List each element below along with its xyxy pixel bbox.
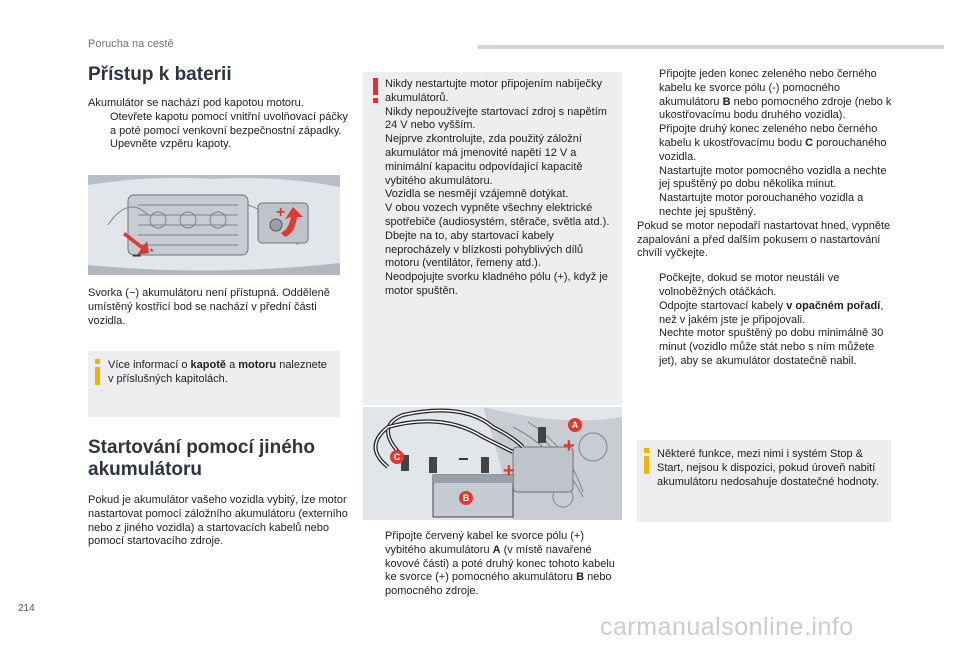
svg-text:−: − bbox=[458, 449, 469, 469]
column-3 bbox=[637, 68, 895, 369]
column-1 bbox=[88, 64, 350, 152]
finish-steps bbox=[637, 272, 895, 369]
section-title-battery-access: Přístup k baterii bbox=[88, 64, 232, 85]
marker-a-label: A bbox=[571, 420, 579, 430]
list-item: Nechte motor spuštěný po dobu minimálně 30 minut (vozidlo může stát nebo s ním můžete jet), aby se akumulátor dostatečně nabil. bbox=[659, 327, 884, 367]
warning-box bbox=[363, 72, 622, 405]
info-i-icon bbox=[94, 359, 102, 385]
jump-start-figure bbox=[363, 407, 622, 520]
list-item: Připojte červený kabel ke svorce pólu (+) vybitého akumulátoru A (v místě navařené kovové části) a poté druhý konec tohoto kabelu ke svorce (+) pomocného akumulátoru B nebo pomocného zdroje. bbox=[385, 530, 615, 598]
warning-text: Nikdy nestartujte motor připojením nabíječky akumulátorů. Nikdy nepoužívejte startovací zdroj s napětím 24 V nebo vyšším. Nejprve zkontrolujte, zda použitý záložní akumulátor má jmenovité napětí 12 V a minimální kapacitu odpovídající kapacitě vybitého akumulátoru. Vozidla se nesmějí vzájemně dotýkat. V obou vozech vypněte všechny elektrické spotřebiče (audiosystém, stěrače, světla atd.). Dbejte na to, aby startovací kabely neprocházely v blízkosti pohyblivých dílů motoru (ventilátor, řemeny atd.). Neodpojujte svorku kladného pólu (+), když je motor spuštěn. bbox=[385, 78, 610, 297]
list-item: Připojte jeden konec zeleného nebo černého kabelu ke svorce pólu (-) pomocného akumulátoru B nebo pomocného zdroje (nebo k ukostřovacímu bodu druhého vozidla). bbox=[659, 68, 892, 122]
access-steps bbox=[88, 111, 350, 152]
list-item: Připojte druhý konec zeleného nebo černého kabelu k ukostřovacímu bodu C porouchaného vozidla. bbox=[659, 123, 887, 163]
list-item: Upevněte vzpěru kapoty. bbox=[110, 138, 231, 151]
list-item: Otevřete kapotu pomocí vnitřní uvolňovací páčky a poté pomocí venkovní bezpečnostní západky. bbox=[110, 110, 348, 137]
watermark: carmanualsonline.info bbox=[600, 613, 854, 641]
list-item: Odpojte startovací kabely v opačném pořadí, než v jakém jste je připojovali. bbox=[659, 299, 884, 326]
jump-start-illustration bbox=[363, 407, 622, 520]
connect-steps bbox=[637, 68, 895, 220]
retry-note: Pokud se motor nepodaří nastartovat hned, vypněte zapalování a před dalším pokusem o nastartování chvíli vyčkejte. bbox=[637, 219, 891, 260]
marker-c-label: C bbox=[393, 452, 401, 462]
list-item: Nastartujte motor porouchaného vozidla a nechte jej spuštěný. bbox=[659, 192, 864, 218]
terminal-note: Svorka (−) akumulátoru není přístupná. Odděleně umístěný kostřicí bod se nachází v přední části vozidla. bbox=[88, 287, 330, 327]
svg-text:+: + bbox=[503, 460, 515, 482]
header-rule bbox=[478, 45, 944, 49]
list-item: Počkejte, dokud se motor neustálí ve volnoběžných otáčkách. bbox=[659, 272, 840, 298]
engine-bay-illustration bbox=[88, 175, 340, 275]
marker-b-label: B bbox=[462, 493, 470, 503]
exclamation-icon bbox=[371, 78, 380, 104]
intro-text: Akumulátor se nachází pod kapotou motoru. bbox=[88, 97, 304, 109]
svg-text:+: + bbox=[276, 204, 286, 221]
info-text: Více informací o kapotě a motoru naleznete v příslušných kapitolách. bbox=[108, 359, 327, 385]
header-section-label: Porucha na cestě bbox=[88, 38, 174, 50]
list-item: Nastartujte motor pomocného vozidla a nechte jej spuštěný po dobu několika minut. bbox=[659, 164, 887, 191]
info-i-icon bbox=[643, 448, 651, 474]
info-box-stop-start bbox=[637, 440, 891, 522]
info-box-hood-engine bbox=[88, 351, 340, 417]
svg-text:+: + bbox=[563, 435, 575, 457]
step-connect-red bbox=[363, 530, 622, 599]
section-title-jump-start: Startování pomocí jiného akumulátoru bbox=[88, 437, 315, 480]
jump-start-section bbox=[88, 437, 350, 549]
page-number: 214 bbox=[18, 603, 35, 614]
info-text: Některé funkce, mezi nimi i systém Stop & Start, nejsou k dispozici, pokud úroveň nabití akumulátoru nedosahuje dostatečné hodnoty. bbox=[657, 448, 879, 488]
svg-text:*: * bbox=[150, 247, 154, 257]
svg-text:−: − bbox=[132, 248, 142, 265]
engine-bay-figure bbox=[88, 175, 340, 275]
jump-start-intro: Pokud je akumulátor vašeho vozidla vybitý, lze motor nastartovat pomocí záložního akumulátoru (externího nebo z jiného vozidla) a startovacích kabelů nebo pomocí startovacího zdroje. bbox=[88, 494, 348, 548]
